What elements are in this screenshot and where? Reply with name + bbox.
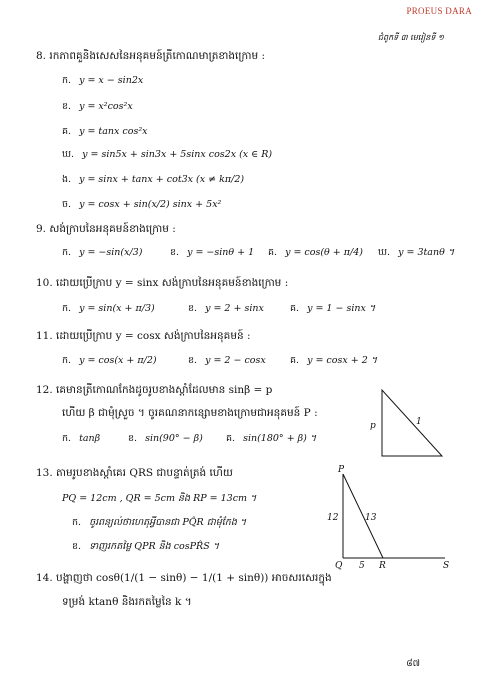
q8-item-f: ច. y = cosx + sin(x/2) sinx + 5x² <box>62 199 222 210</box>
q12-triangle-figure <box>370 384 460 464</box>
q13-label-S: S <box>443 561 450 571</box>
q11-title: 11. ដោយប្រើក្រាប y = cosx សង់ក្រាបនៃអនុគមន៍ : <box>36 330 251 342</box>
q10-item-c: គ. y = 1 − sinx ។ <box>290 303 376 314</box>
q13-label-Q: Q <box>335 561 343 571</box>
q13-side-13: 13 <box>365 513 377 523</box>
q11-item-b: ខ. y = 2 − cosx <box>188 355 266 366</box>
q8-item-a: ក. y = x − sin2x <box>62 75 144 86</box>
q8-item-e: ង. y = sinx + tanx + cot3x (x ≠ kπ/2) <box>62 174 245 185</box>
q11-item-c: គ. y = cosx + 2 ។ <box>290 355 378 366</box>
q10-item-a: ក. y = sin(x + π/3) <box>62 303 155 314</box>
q13-side-12: 12 <box>327 513 339 523</box>
q13-item-b: ខ. ទាញរកតម្លៃ QPR និង cosPR̂S ។ <box>72 541 219 552</box>
q12-line2: ហើយ β ជាមុំស្រួច ។ ចូរគណនាកន្សោមខាងក្រោមជាអនុគមន៍ P : <box>62 407 318 419</box>
q10-title: 10. ដោយប្រើក្រាប y = sinx សង់ក្រាបនៃអនុគមន៍ខាងក្រោម : <box>36 277 289 289</box>
q13-label-R: R <box>379 561 386 571</box>
q12-side-1: 1 <box>416 417 422 427</box>
q14-title: 14. បង្ហាញថា cosθ(1/(1 − sinθ) − 1/(1 + sinθ)) អាចសរសេរក្នុង <box>36 572 332 584</box>
q13-triangle-figure <box>325 464 465 574</box>
q10-item-b: ខ. y = 2 + sinx <box>188 303 264 314</box>
q9-item-b: ខ. y = −sinθ + 1 <box>170 247 255 258</box>
q13-item-a: ក. ចូរពន្យល់ថាហេតុអ្វីបានជា PQ̂R ជាមុំកែង ។ <box>72 517 247 528</box>
q13-line2: PQ = 12cm , QR = 5cm និង RP = 13cm ។ <box>62 493 257 504</box>
q9-item-d: ឃ. y = 3tanθ ។ <box>378 247 455 258</box>
q11-item-a: ក. y = cos(x + π/2) <box>62 355 157 366</box>
q12-title: 12. គេមានត្រីកោណកែងដូចរូបខាងស្ដាំដែលមាន sinβ = p <box>36 384 273 396</box>
q9-title: 9. សង់ក្រាបនៃអនុគមន៍ខាងក្រោម : <box>36 223 176 235</box>
q8-item-c: គ. y = tanx cos²x <box>62 126 148 137</box>
q12-side-p: p <box>370 421 376 431</box>
q12-item-c: គ. sin(180° + β) ។ <box>226 433 317 444</box>
header-brand: PROEUS DARA <box>406 6 472 16</box>
q12-item-b: ខ. sin(90° − β) <box>128 433 203 444</box>
q12-item-a: ក. tanβ <box>62 433 101 444</box>
q8-item-b: ខ. y = x²cos²x <box>62 101 133 112</box>
q13-label-P: P <box>338 465 345 475</box>
q9-item-a: ក. y = −sin(x/3) <box>62 247 143 258</box>
q13-title: 13. តាមរូបខាងស្ដាំគេរ QRS ជាបន្ទាត់ត្រង់ ហើយ <box>36 467 233 479</box>
header-chapter: ជំពូកទី ៣ មេរៀនទី ១ <box>377 33 444 42</box>
page-number: ៨៧ <box>406 659 420 669</box>
q13-side-5: 5 <box>359 561 365 571</box>
q8-title: 8. រកភាពគួនិងសេសនៃអនុគមន៍ត្រីកោណមាត្រខាងក្រោម : <box>36 50 266 62</box>
q8-item-d: ឃ. y = sin5x + sin3x + 5sinx cos2x (x ∈ R) <box>62 149 273 160</box>
q9-item-c: គ. y = cos(θ + π/4) <box>268 247 363 258</box>
q14-line2: ទម្រង់ ktanθ និងរកតម្លៃនៃ k ។ <box>62 596 192 608</box>
